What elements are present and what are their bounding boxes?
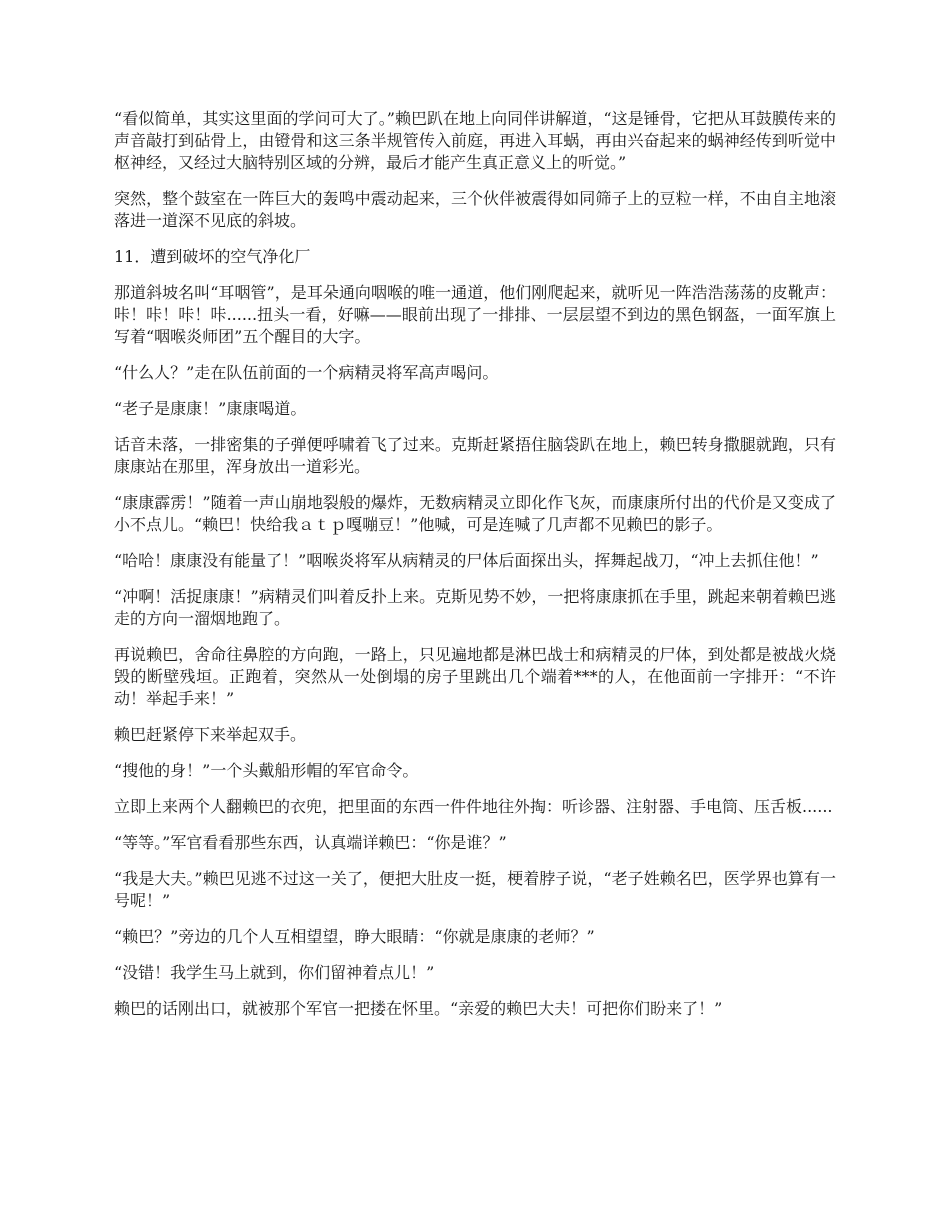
paragraph: “赖巴？”旁边的几个人互相望望，睁大眼睛：“你就是康康的老师？” <box>114 927 595 946</box>
paragraph: “康康霹雳！”随着一声山崩地裂般的爆炸，无数病精灵立即化作飞灰，而康康所付出的代价是又变成了小不点儿。“赖巴！快给我ａｔｐ嘎嘣豆！”他喊，可是连喊了几声都不见赖巴的影子。 <box>114 493 836 534</box>
paragraph: 赖巴赶紧停下来举起双手。 <box>114 725 307 744</box>
paragraph: 那道斜坡名叫“耳咽管”，是耳朵通向咽喉的唯一通道，他们刚爬起来，就听见一阵浩浩荡荡的皮靴声：咔！咔！咔！咔......扭头一看，好嘛——眼前出现了一排排、一层层望不到边的黑色钢盔，一面军旗上写着“咽喉炎师团”五个醒目的大字。 <box>114 283 836 346</box>
paragraph: 赖巴的话刚出口，就被那个军官一把搂在怀里。“亲爱的赖巴大夫！可把你们盼来了！” <box>114 999 723 1018</box>
paragraph: “没错！我学生马上就到，你们留神着点儿！” <box>114 963 435 982</box>
paragraph: “我是大夫。”赖巴见逃不过这一关了，便把大肚皮一挺，梗着脖子说，“老子姓赖名巴，医学界也算有一号呢！” <box>114 869 836 910</box>
paragraph: “哈哈！康康没有能量了！”咽喉炎将军从病精灵的尸体后面探出头，挥舞起战刀，“冲上去抓住他！” <box>114 551 819 570</box>
paragraph: “搜他的身！”一个头戴船形帽的军官命令。 <box>114 761 419 780</box>
paragraph: “冲啊！活捉康康！”病精灵们叫着反扑上来。克斯见势不妙，一把将康康抓在手里，跳起来朝着赖巴逃走的方向一溜烟地跑了。 <box>114 587 836 628</box>
paragraph: 突然，整个鼓室在一阵巨大的轰鸣中震动起来，三个伙伴被震得如同筛子上的豆粒一样，不由自主地滚落进一道深不见底的斜坡。 <box>114 189 836 230</box>
paragraph: “老子是康康！”康康喝道。 <box>114 399 307 418</box>
section-heading: 11．遭到破坏的空气净化厂 <box>114 247 311 266</box>
paragraph: 话音未落，一排密集的子弹便呼啸着飞了过来。克斯赶紧捂住脑袋趴在地上，赖巴转身撒腿就跑，只有康康站在那里，浑身放出一道彩光。 <box>114 435 836 476</box>
paragraph: 再说赖巴，舍命往鼻腔的方向跑，一路上，只见遍地都是淋巴战士和病精灵的尸体，到处都是被战火烧毁的断壁残垣。正跑着，突然从一处倒塌的房子里跳出几个端着***的人，在他面前一字排开：“不许动！举起手来！” <box>114 645 836 708</box>
paragraph: “什么人？”走在队伍前面的一个病精灵将军高声喝问。 <box>114 363 499 382</box>
paragraph: 立即上来两个人翻赖巴的衣兜，把里面的东西一件件地往外掏：听诊器、注射器、手电筒、压舌板...... <box>114 797 833 816</box>
document-page <box>114 108 836 1034</box>
paragraph: “等等。”军官看看那些东西，认真端详赖巴：“你是谁？” <box>114 833 507 852</box>
paragraph: “看似简单，其实这里面的学问可大了。”赖巴趴在地上向同伴讲解道，“这是锤骨，它把从耳鼓膜传来的声音敲打到砧骨上，由镫骨和这三条半规管传入前庭，再进入耳蜗，再由兴奋起来的蜗神经传到听觉中枢神经，又经过大脑特别区域的分辨，最后才能产生真正意义上的听觉。” <box>114 109 836 172</box>
